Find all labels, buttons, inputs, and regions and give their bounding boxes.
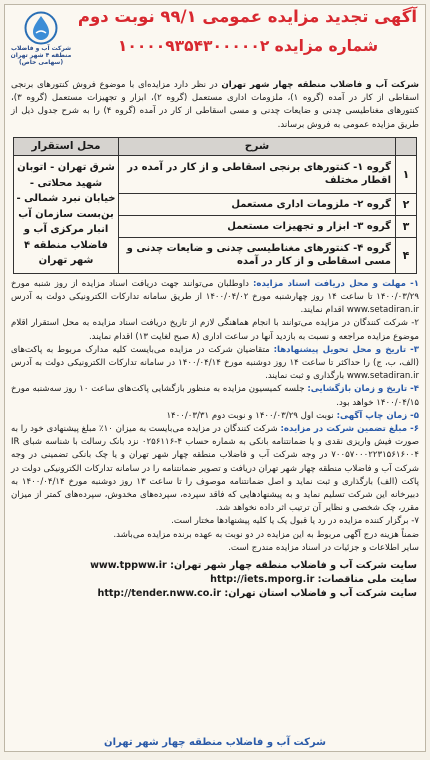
- condition-tail: بارگذاری و ثبت نمایند.: [265, 371, 347, 382]
- row-description: گروه ۳- ابزار و تجهیزات مستعمل: [119, 215, 396, 237]
- condition-label: ۴- تاریخ و زمان بازگشایی:: [307, 384, 419, 395]
- website-line: [13, 587, 417, 601]
- condition-item: [11, 317, 419, 343]
- website-line: [13, 559, 417, 573]
- company-logo: [9, 11, 73, 73]
- col-description-header: شرح: [119, 137, 396, 155]
- setad-link[interactable]: www.setadiran.ir: [346, 371, 419, 382]
- row-description: گروه ۴- کنتورهای مغناطیسی چدنی و ضایعات چدنی و مسی اسقاطی و از کار در آمده: [119, 237, 396, 273]
- condition-item: [11, 410, 419, 423]
- condition-text: شرکت کنندگان در مزایده می‌بایست به میزان ۱۰٪ مبلغ پیشنهادی خود را به صورت فیش واریزی نقدی و یا ضمانتنامه بانکی به شماره حساب ۴-۰۲۵۶۱۱۶ نزد بانک رسالت با شناسه شبای IR ۷۰۰۵۷۰۰۰۲۲۳۱۵۶۱۶۰۰۴ در وجه شرکت آب و فاضلاب منطقه چهار شهر تهران و یا چک بانکی تضمینی در وجه شرکت آب و فاضلاب منطقه چهار شهر تهران دریافت و تصویر ضمانتنامه را در سامانه تدارکات الکترونیکی دولت در پاکت (الف) بارگذاری و ثبت نماید و اصل ضمانتنامه موصوف را تا ساعت ۱۳ روز دوشنبه مورخ ۱۴۰۰/۰۴/۱۴ به دبیرخانه این شرکت تسلیم نماید و به پیشنهادهایی که فاقد سپرده، سپرده‌های مخدوش، سپرده‌های کمتر از میزان مقرر، چک شخصی و نظایر آن ترتیب اثر داده نخواهد شد.: [11, 424, 419, 514]
- water-drop-icon: [24, 11, 58, 45]
- auction-number: شماره مزایده ۱۰۰۰۰۹۳۵۴۳۰۰۰۰۰۲: [117, 37, 379, 55]
- table-header-row: [14, 137, 417, 155]
- notice-title: آگهی تجدید مزایده عمومی ۹۹/۱ نوبت دوم: [77, 7, 417, 26]
- row-number: ۱: [396, 155, 417, 193]
- condition-item: [11, 423, 419, 515]
- row-description: گروه ۲- ملزومات اداری مستعمل: [119, 193, 396, 215]
- condition-text: ضمناً هزینه درج آگهی مربوط به این مزایده در دو نوبت به عهده برنده مزایده می‌باشد.: [113, 529, 419, 540]
- condition-label: ۳- تاریخ و محل تحویل پیشنهادها:: [273, 344, 419, 355]
- intro-text: در نظر دارد مزایده‌ای با موضوع فروش کنتورهای برنجی اسقاطی از کار در آمده (گروه ۱)، ملزومات اداری مستعمل (گروه ۲)، ابزار و تجهیزات مستعمل (گروه ۳)، کنتورهای مغناطیسی چدنی و ضایعات چدنی و مسی اسقاطی از کار در آمده (گروه ۴) را به شرح جدول ذیل از طریق مزایده عمومی به فروش برساند.: [11, 80, 419, 130]
- row-number: ۴: [396, 237, 417, 273]
- row-description: گروه ۱- کنتورهای برنجی اسقاطی و از کار در آمده در اقطار مختلف: [119, 155, 396, 193]
- header: [5, 5, 425, 79]
- location-cell: شرق تهران - اتوبان شهید محلاتی - خیابان نبرد شمالی - بن‌بست سازمان آب انبار مرکزی آب و فاضلاب منطقه ۴ شهر تهران: [14, 155, 119, 273]
- website-label: سایت شرکت آب و فاضلاب استان تهران:: [221, 588, 417, 600]
- setad-link[interactable]: www.setadiran.ir: [346, 305, 419, 316]
- footer-company: شرکت آب و فاضلاب منطقه چهار شهر تهران: [104, 737, 326, 748]
- website-link[interactable]: http://tender.nww.co.ir: [97, 588, 222, 600]
- table-row: [14, 155, 417, 193]
- row-number: ۳: [396, 215, 417, 237]
- website-link[interactable]: www.tppww.ir: [90, 560, 167, 572]
- website-label: سایت ملی مناقصات:: [314, 574, 417, 586]
- condition-item: [11, 542, 419, 555]
- condition-text: جلسه کمیسیون مزایده به منظور بازگشایی پاکت‌های ساعت ۱۰ روز سه‌شنبه مورخ ۱۴۰۰/۰۴/۱۵ خواهد بود.: [11, 384, 419, 408]
- condition-text: داوطلبان می‌توانند جهت دریافت اسناد مزایده از روز شنبه مورخ ۱۴۰۰/۰۳/۲۹ تا ساعت ۱۴ روز چهارشنبه مورخ ۱۴۰۰/۰۴/۰۲ از طریق سامانه تدارکات الکترونیکی دولت به آدرس: [11, 278, 420, 303]
- row-number: ۲: [396, 193, 417, 215]
- condition-label: ۶- مبلغ تضمین شرکت در مزایده:: [280, 424, 419, 435]
- items-table: [13, 137, 417, 274]
- condition-label: ۵- زمان چاپ آگهی:: [336, 410, 419, 421]
- conditions-list: [11, 278, 419, 555]
- col-location-header: محل استقرار: [14, 137, 119, 155]
- website-line: [13, 573, 417, 587]
- company-name: شرکت آب و فاضلاب منطقه چهار شهر تهران: [221, 80, 420, 90]
- notice-page: [4, 4, 426, 752]
- col-number-header: [396, 137, 417, 155]
- condition-text: نوبت اول ۱۴۰۰/۰۳/۲۹ و نوبت دوم ۱۴۰۰/۰۳/۳۱: [166, 410, 337, 421]
- condition-item: [11, 344, 419, 384]
- condition-text: ۲- شرکت کنندگان در مزایده می‌توانند با انجام هماهنگی لازم از تاریخ دریافت اسناد مزایده به محل استقرار اقلام موضوع مزایده مراجعه و نسبت به بازدید آنها در ساعت اداری (۸ صبح لغایت ۱۳) اقدام نمایند.: [11, 318, 419, 342]
- condition-text: سایر اطلاعات و جزئیات در اسناد مزایده مندرج است.: [228, 542, 419, 553]
- intro-paragraph: [11, 79, 419, 132]
- website-link[interactable]: http://iets.mporg.ir: [210, 574, 315, 586]
- condition-text: متقاضیان شرکت در مزایده می‌بایست کلیه مدارک مربوط به پاکت‌های (الف، ب، ج) را حداکثر تا ساعت ۱۴ روز دوشنبه مورخ ۱۴۰۰/۰۴/۱۴ در سامانه تدارکات الکترونیکی دولت به آدرس: [11, 344, 420, 369]
- website-label: سایت شرکت آب و فاضلاب منطقه چهار شهر تهران:: [166, 560, 417, 572]
- condition-text: ۷- برگزار کننده مزایده در رد یا قبول یک یا کلیه پیشنهادها مختار است.: [171, 516, 419, 527]
- condition-item: [11, 383, 419, 409]
- logo-text: شرکت آب و فاضلاب منطقه ۴ شهر تهران (سهامی خاص): [10, 45, 72, 66]
- condition-item: [11, 278, 419, 318]
- websites-list: [13, 559, 417, 602]
- condition-label: ۱- مهلت و محل دریافت اسناد مزایده:: [252, 278, 419, 289]
- condition-tail: اقدام نمایند.: [300, 305, 347, 316]
- condition-item: [11, 515, 419, 528]
- condition-item: [11, 529, 419, 542]
